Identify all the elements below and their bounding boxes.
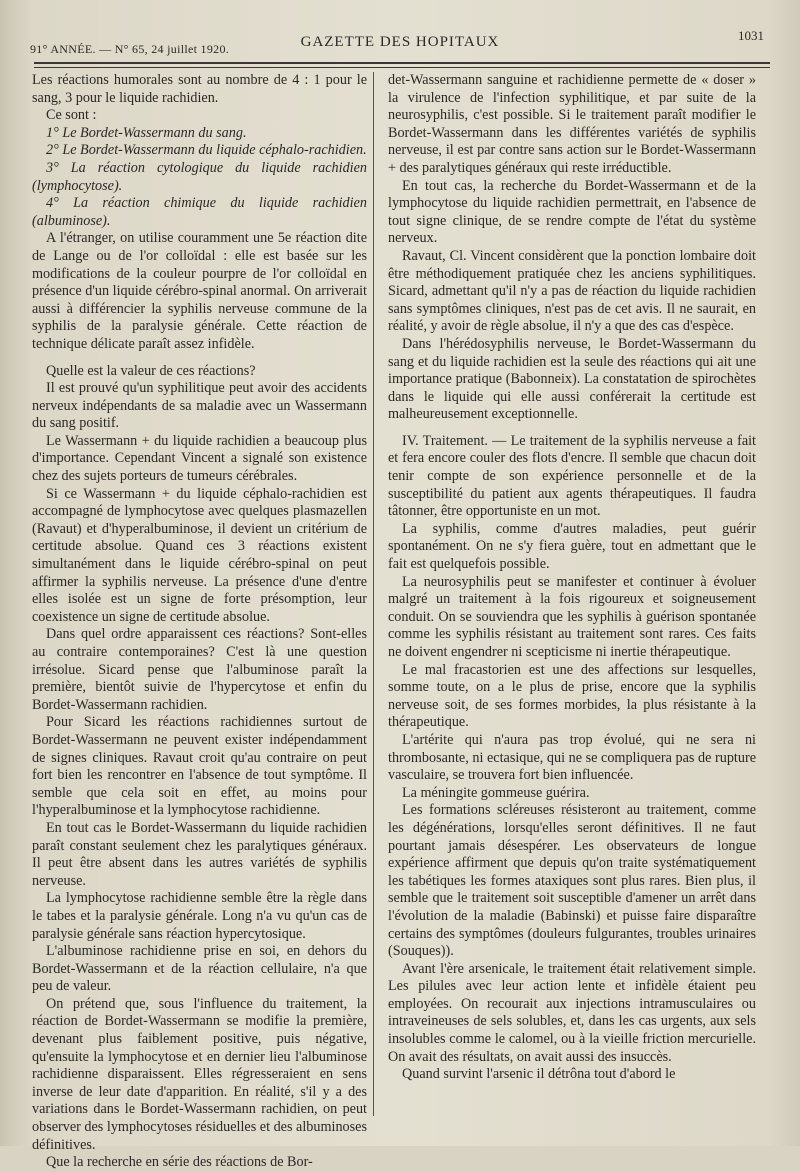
paragraph: Dans quel ordre apparaissent ces réactions? Sont-elles au contraire contemporaines? C'est là une question irrésolue. Sicard pense que l'albuminose paraît la première, bientôt suivie de l'hypercytose et enfin du Bordet-Wassermann rachidien. [32,626,367,713]
right-column [388,72,756,1084]
journal-title: GAZETTE DES HOPITAUX [300,34,500,50]
paragraph: En tout cas, la recherche du Bordet-Wassermann et de la lymphocytose du liquide rachidien permettrait, en l'absence de tout signe clinique, de se rendre compte de l'état du système nerveux. [388,177,756,247]
paragraph: La syphilis, comme d'autres maladies, peut guérir spontanément. On ne s'y fiera guère, tout en admettant que le fait est quelquefois possible. [388,520,756,573]
paragraph: Le Wassermann + du liquide rachidien a beaucoup plus d'importance. Cependant Vincent a signalé son existence chez des sujets porteurs de tumeurs cérébrales. [32,432,367,485]
paragraph: La neurosyphilis peut se manifester et continuer à évoluer malgré un traitement à la fois rigoureux et soigneusement conduit. On se souviendra que les syphilis à guérison spontanée comme les syphilis résistant au traitement sont rares. Ces faits ne doivent engendrer ni scepticisme ni inertie thérapeutique. [388,573,756,660]
left-column [32,72,367,1172]
section-paragraph-traitement: IV. Traitement. — Le traitement de la syphilis nerveuse a fait et fera encore couler des flots d'encre. Il semble que chacun doit tenir compte de son expérience personnelle et de la susceptibilité du patient aux agents thérapeutiques. Il faudra tâtonner, être opportuniste en un mot. [388,432,756,520]
paragraph: L'artérite qui n'aura pas trop évolué, qui ne sera ni thrombosante, ni ectasique, qui ne se compliquera pas de rupture vasculaire, se trouvera fort bien influencée. [388,731,756,784]
paragraph: Quelle est la valeur de ces réactions? [46,362,256,379]
paragraph: Quand survint l'arsenic il détrôna tout d'abord le [402,1066,676,1083]
paragraph: Pour Sicard les réactions rachidiennes surtout de Bordet-Wassermann ne peuvent exister indépendamment de signes cliniques. Ravaut croit qu'au contraire on peut fort bien les rencontrer en l'absence de tout symptôme. Il semble que cela soit en effet, au moins pour l'hyperalbuminose et la lymphocytose rachidienne. [32,714,367,819]
list-item: 3° La réaction cytologique du liquide rachidien (lymphocytose). [32,159,367,194]
paragraph: Dans l'hérédosyphilis nerveuse, le Bordet-Wassermann du sang et du liquide rachidien est la seule des réactions qui ait une importance pratique (Babonneix). La constatation de spirochètes dans le liquide qui elle aussi conférerait la certitude est malheureusement exceptionnelle. [388,335,756,423]
paragraph: Ravaut, Cl. Vincent considèrent que la ponction lombaire doit être méthodiquement pratiquée chez les anciens syphilitiques. Sicard, admettant qu'il n'y a pas de réaction du liquide rachidien sans symptômes cliniques, n'est pas de cet avis. Il ne saurait, en réalité, y avoir de règle absolue, il n'y a que des cas d'espèce. [388,247,756,335]
paragraph: Il est prouvé qu'un syphilitique peut avoir des accidents nerveux indépendants de sa maladie avec un Wassermann du sang positif. [32,380,367,432]
paragraph: det-Wassermann sanguine et rachidienne permette de « doser » la virulence de l'infection syphilitique, et par suite de la neurosyphilis, c'est possible. Si le traitement paraît modifier le Bordet-Wassermann dans les différentes variétés de syphilis nerveuse, il est par contre sans action sur le Bordet-Wassermann + des paralytiques généraux qui reste irréductible. [388,72,756,176]
paragraph: Les formations scléreuses résisteront au traitement, comme les dégénérations, lorsqu'elles seront définitives. Il ne faut pourtant jamais désespérer. Les observateurs de longue expérience affirment que depuis qu'on traite systématiquement les tabétiques les formes ataxiques sont plus rares. Bien plus, il semble que le traitement soit susceptible d'amener un arrêt dans l'évolution de la maladie (Babinski) et puisse faire disparaître certains des symptômes (douleurs fulgurantes, troubles urinaires (Souques)). [388,802,756,960]
header-double-rule [34,62,770,68]
list-item: 2° Le Bordet-Wassermann du liquide céphalo-rachidien. [46,142,367,159]
column-divider [373,72,374,1116]
paragraph: Que la recherche en série des réactions de Bor- [46,1154,313,1171]
paragraph: L'albuminose rachidienne prise en soi, en dehors du Bordet-Wassermann et de la réaction cellulaire, n'a que peu de valeur. [32,943,367,995]
paragraph: On prétend que, sous l'influence du traitement, la réaction de Bordet-Wassermann se modifie la première, devenant plus faiblement positive, puis négative, qu'ensuite la lymphocytose et en dernier lieu l'albuminose rachidienne disparaissent. Elles régresseraient en sens inverse de leur date d'apparition. En réalité, s'il y a des variations dans le Bordet-Wassermann rachidien, on peut observer des lymphocytoses résiduelles et des albuminoses définitives. [32,995,367,1153]
paragraph: La méningite gommeuse guérira. [402,784,590,801]
paragraph: Avant l'ère arsenicale, le traitement était relativement simple. Les pilules avec leur action lente et infidèle étaient peu employées. On recourait aux injections intramusculaires ou intraveineuses de sels solubles, et, dans les cas urgents, aux sels insolubles comme le calomel, ou à la vieille friction mercurielle. On avait des résultats, on avait aussi des insuccès. [388,960,756,1065]
paragraph: En tout cas le Bordet-Wassermann du liquide rachidien paraît constant seulement chez les paralytiques généraux. Il peut être absent dans les autres variétés de syphilis nerveuse. [32,819,367,889]
list-item: 1° Le Bordet-Wassermann du sang. [46,124,247,141]
page-header [30,28,770,54]
paragraph: Le mal fracastorien est une des affections sur lesquelles, somme toute, on a le plus de prise, encore que la syphilis nerveuse soit, de ses formes morbides, la plus résistante à la thérapeutique. [388,661,756,731]
paragraph: A l'étranger, on utilise couramment une 5e réaction dite de Lange ou de l'or colloïdal : elle est basée sur les modifications de la couleur pourpre de l'or colloïdal en présence d'un liquide cérébro-spinal anormal. On arriverait aussi à différencier la syphilis nerveuse commune de la syphilis de la paralysie générale. Cette réaction de technique délicate paraît assez infidèle. [32,230,367,352]
paragraph: La lymphocytose rachidienne semble être la règle dans le tabes et la paralysie générale. Long n'a vu qu'un cas de paralysie générale sans réaction hypercytosique. [32,890,367,942]
issue-info: 91° ANNÉE. — N° 65, 24 juillet 1920. [30,42,230,56]
paragraph: Les réactions humorales sont au nombre de 4 : 1 pour le sang, 3 pour le liquide rachidien. [32,72,367,106]
paragraph: Si ce Wassermann + du liquide céphalo-rachidien est accompagné de lymphocytose avec quelques plasmazellen (Ravaut) et d'hyperalbuminose, il devient un critérium de certitude absolue. Quand ces 3 réactions existent simultanément dans le liquide cérébro-spinal on peut affirmer la syphilis nerveuse. La présence d'une d'entre elles isolée est un signe de forte présomption, leur coexistence un signe de certitude absolue. [32,485,367,625]
list-item: 4° La réaction chimique du liquide rachidien (albuminose). [32,195,367,229]
page-number: 1031 [738,28,764,43]
paragraph: Ce sont : [46,107,97,124]
